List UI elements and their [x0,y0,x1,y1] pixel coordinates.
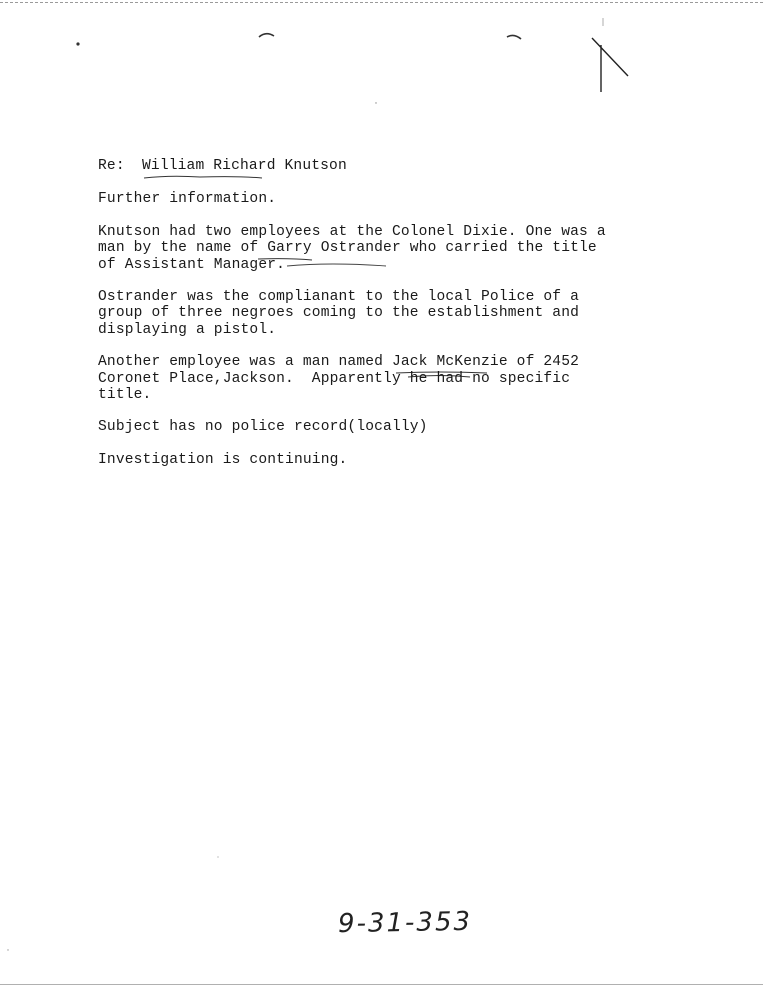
police-record-line: Subject has no police record(locally) [98,419,428,436]
speck [7,949,8,950]
top-arc-left [259,34,274,37]
paragraph-line: Ostrander was the complianant to the local Police of a [98,289,580,306]
top-arc-right [507,35,521,39]
top-perforation [0,2,763,3]
further-information-line: Further information. [98,191,277,208]
paragraph-ostrander [98,289,628,338]
re-subject: William Richard Knutson [142,158,347,174]
paragraph-line: man by the name of Garry Ostrander who carried the title [98,240,597,257]
re-label: Re: [98,158,125,174]
re-line [98,158,628,174]
paragraph-employees [98,224,628,273]
memo-body [98,158,628,468]
paragraph-mckenzie [98,354,628,403]
paragraph-line: title. [98,387,152,404]
paragraph-line: Knutson had two employees at the Colonel Dixie. One was a [98,223,606,240]
investigation-continuing-line: Investigation is continuing. [98,451,348,468]
paragraph-line: group of three negroes coming to the establishment and [98,305,580,322]
speck [375,102,376,103]
paragraph-line: displaying a pistol. [98,321,277,338]
bottom-edge [0,984,763,985]
handwritten-file-number: 9-31-353 [337,906,473,940]
x-mark-icon [592,38,628,92]
paragraph-line: Coronet Place,Jackson. Apparently he had no specific [98,370,571,387]
paragraph-line: of Assistant Manager. [98,256,286,273]
ink-dot [76,42,79,45]
paragraph-line: Another employee was a man named Jack McKenzie of 2452 [98,354,580,371]
speck [217,856,218,857]
